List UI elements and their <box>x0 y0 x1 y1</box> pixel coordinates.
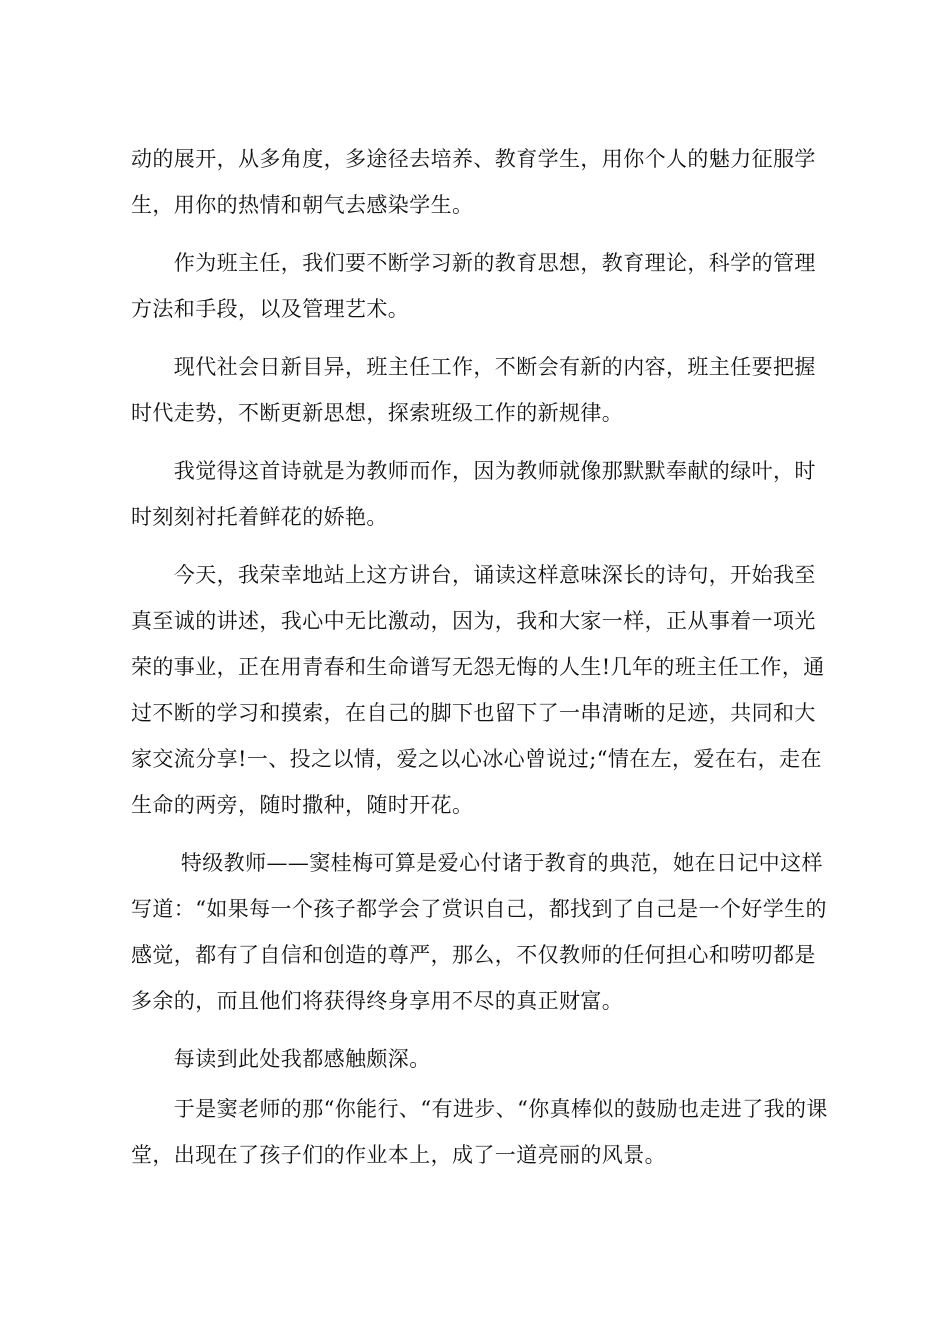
document-body <box>131 136 831 1178</box>
paragraph-6: 特级教师——窦桂梅可算是爱心付诸于教育的典范，她在日记中这样写道：“如果每一个孩子都学会了赏识自己，都找到了自己是一个好学生的感觉，都有了自信和创造的尊严，那么，不仅教师的任何担心和唠叨都是多余的，而且他们将获得终身享用不尽的真正财富。 <box>131 851 827 1013</box>
paragraph-5: 今天，我荣幸地站上这方讲台，诵读这样意味深长的诗句，开始我至真至诚的讲述，我心中无比激动，因为，我和大家一样，正从事着一项光荣的事业，正在用青春和生命谱写无怨无悔的人生!几年的班主任工作，通过不断的学习和摸索，在自己的脚下也留下了一串清晰的足迹，共同和大家交流分享!一、投之以情，爱之以心冰心曾说过;“情在左，爱在右，走在生命的两旁，随时撒种，随时开花。 <box>131 563 825 817</box>
paragraph-7: 每读到此处我都感触颇深。 <box>131 1047 431 1071</box>
paragraph-1: 动的展开，从多角度，多途径去培养、教育学生，用你个人的魅力征服学生，用你的热情和朝气去感染学生。 <box>131 147 816 217</box>
paragraph-3: 现代社会日新目异，班主任工作，不断会有新的内容，班主任要把握时代走势，不断更新思想，探索班级工作的新规律。 <box>131 355 816 425</box>
paragraph-2: 作为班主任，我们要不断学习新的教育思想，教育理论，科学的管理方法和手段，以及管理艺术。 <box>131 251 816 321</box>
paragraph-8: 于是窦老师的那“你能行、“有进步、“你真棒似的鼓励也走进了我的课堂，出现在了孩子们的作业本上，成了一道亮丽的风景。 <box>131 1097 828 1167</box>
paragraph-4: 我觉得这首诗就是为教师而作，因为教师就像那默默奉献的绿叶，时时刻刻衬托着鲜花的娇艳。 <box>131 459 816 529</box>
